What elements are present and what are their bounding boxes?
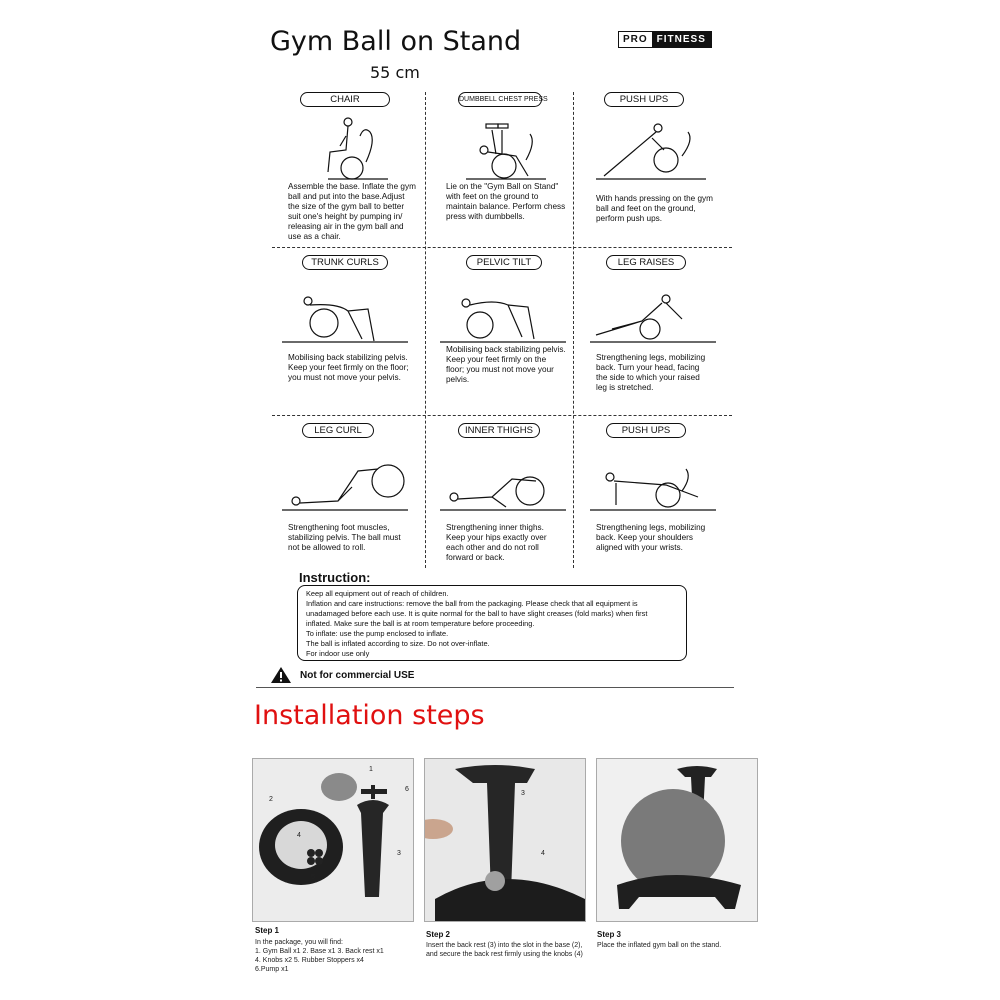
exercise-desc: Lie on the "Gym Ball on Stand" with feet on the ground to maintain balance. Perform chess press with dumbbells. (446, 182, 566, 221)
exercise-card-push-ups-2 (580, 421, 730, 581)
page-title: Gym Ball on Stand (270, 26, 522, 57)
instruction-box (297, 585, 687, 661)
exercise-card-push-ups (580, 90, 730, 250)
step-1-text: In the package, you will find: 1. Gym Ball x1 2. Base x1 3. Back rest x1 4. Knobs x2 5. Rubber Stoppers x4 6.Pump x1 (255, 939, 384, 973)
exercise-desc: Strengthening legs, mobilizing back. Turn your head, facing the side to which your raised leg is stretched. (596, 353, 706, 392)
exercise-label: DUMBBELL CHEST PRESS (458, 92, 542, 107)
step-2-photo (424, 758, 586, 922)
leg-curl-illustration (278, 441, 414, 511)
exercise-label: PUSH UPS (604, 92, 684, 107)
logo-pro: PRO (619, 32, 652, 47)
chest-press-illustration (436, 110, 572, 180)
logo-fitness: FITNESS (652, 32, 711, 47)
step-1-parts-illustration (253, 759, 414, 922)
exercise-card-chair (272, 90, 422, 250)
callout-number: 4 (297, 832, 301, 839)
push-ups-2-illustration (586, 441, 722, 511)
warning-text: Not for commercial USE (300, 669, 415, 681)
installation-title: Installation steps (254, 700, 485, 731)
exercise-label: TRUNK CURLS (302, 255, 388, 270)
leg-raises-illustration (586, 273, 722, 343)
exercise-card-inner-thighs (430, 421, 580, 581)
pelvic-tilt-illustration (436, 273, 572, 343)
callout-number: 3 (521, 790, 525, 797)
step-2-backrest-illustration (425, 759, 586, 922)
chair-illustration (278, 110, 414, 180)
exercise-card-trunk-curls (272, 253, 422, 413)
instruction-line: The ball is inflated according to size. Do not over-inflate. (306, 639, 490, 648)
step-1-title: Step 1 (255, 926, 280, 935)
callout-number: 4 (541, 850, 545, 857)
callout-number: 5 (311, 874, 315, 881)
exercise-desc: Strengthening legs, mobilizing back. Keep your shoulders aligned with your wrists. (596, 523, 706, 552)
exercise-desc: Strengthening inner thighs. Keep your hips exactly over each other and do not roll forward or back. (446, 523, 547, 562)
exercise-desc: Strengthening foot muscles, stabilizing pelvis. The ball must not be allowed to roll. (288, 523, 401, 552)
exercise-card-leg-curl (272, 421, 422, 581)
exercise-label: CHAIR (300, 92, 390, 107)
exercise-label: INNER THIGHS (458, 423, 540, 438)
grid-divider (425, 92, 426, 568)
step-3-photo (596, 758, 758, 922)
step-3-ball-illustration (597, 759, 758, 922)
section-divider (256, 687, 734, 688)
instruction-line: unadamaged before each use. It is quite normal for the ball to have slight creases (fold marks) when first (306, 609, 648, 618)
step-2-title: Step 2 (426, 930, 451, 939)
step-1-photo (252, 758, 414, 922)
push-ups-illustration (586, 110, 722, 180)
exercise-label: PELVIC TILT (466, 255, 542, 270)
exercise-label: PUSH UPS (606, 423, 686, 438)
page-subtitle: 55 cm (370, 63, 420, 82)
exercise-card-leg-raises (580, 253, 730, 413)
exercise-desc: With hands pressing on the gym ball and feet on the ground, perform push ups. (596, 194, 713, 223)
warning-notice (270, 666, 414, 684)
warning-triangle-icon (270, 666, 292, 684)
brand-logo (618, 31, 712, 48)
step-3-text: Place the inflated gym ball on the stand. (597, 942, 722, 949)
grid-divider (272, 415, 732, 416)
exercise-card-dumbbell-chest-press (430, 90, 580, 250)
exercise-card-pelvic-tilt (430, 253, 580, 413)
callout-number: 2 (269, 796, 273, 803)
step-3-title: Step 3 (597, 930, 622, 939)
inner-thighs-illustration (436, 441, 572, 511)
instruction-line: Inflation and care instructions: remove the ball from the packaging. Please check that all equipment is (306, 599, 638, 608)
exercise-desc: Assemble the base. Inflate the gym ball and put into the base.Adjust the size of the gym ball to better suit one's height by pumping in/ releasing air in the gym ball and use as a chair. (288, 182, 416, 241)
exercise-grid (272, 90, 732, 578)
callout-number: 6 (405, 786, 409, 793)
exercise-desc: Mobilising back stabilizing pelvis. Keep your feet firmly on the floor; you must not move your pelvis. (446, 345, 566, 384)
exercise-label: LEG CURL (302, 423, 374, 438)
callout-number: 1 (369, 766, 373, 773)
instruction-title: Instruction: (299, 570, 371, 585)
exercise-label: LEG RAISES (606, 255, 686, 270)
callout-number: 3 (397, 850, 401, 857)
trunk-curls-illustration (278, 273, 414, 343)
step-2-text: Insert the back rest (3) into the slot in the base (2), and secure the back rest firmly using the knobs (4) (426, 942, 583, 958)
instruction-line: For indoor use only (306, 649, 370, 658)
instruction-line: inflated. Make sure the ball is at room temperature before proceeding. (306, 619, 535, 628)
exercise-desc: Mobilising back stabilizing pelvis. Keep your feet firmly on the floor; you must not move your pelvis. (288, 353, 409, 382)
instruction-line: To inflate: use the pump enclosed to inflate. (306, 629, 449, 638)
instruction-line: Keep all equipment out of reach of children. (306, 589, 449, 598)
